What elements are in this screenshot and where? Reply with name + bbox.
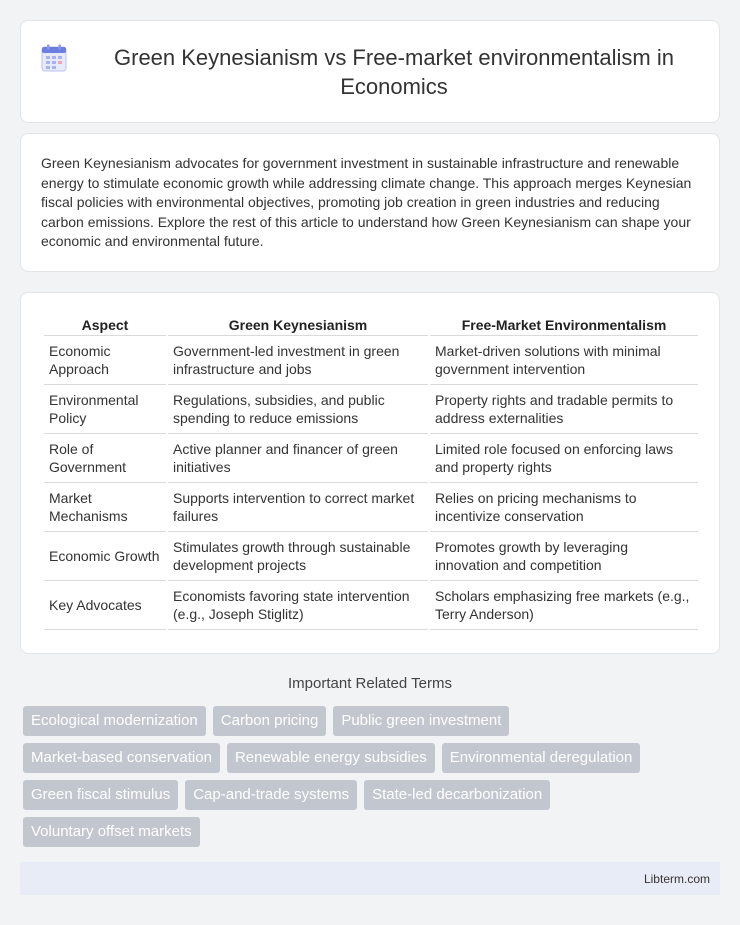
related-term-tag[interactable]: Voluntary offset markets — [23, 817, 200, 847]
free-market-cell: Limited role focused on enforcing laws and property rights — [430, 434, 698, 483]
green-keynesianism-cell: Active planner and financer of green initiatives — [168, 434, 428, 483]
related-term-tag[interactable]: Green fiscal stimulus — [23, 780, 178, 810]
related-term-tag[interactable]: Ecological modernization — [23, 706, 206, 736]
table-row — [44, 336, 698, 385]
table-header-row — [44, 313, 698, 336]
related-term-tag[interactable]: Cap-and-trade systems — [185, 780, 357, 810]
free-market-cell: Market-driven solutions with minimal government intervention — [430, 336, 698, 385]
free-market-cell: Relies on pricing mechanisms to incentivize conservation — [430, 483, 698, 532]
related-terms-list — [23, 706, 713, 847]
related-terms-heading: Important Related Terms — [288, 675, 452, 692]
footer-site-link[interactable]: Libterm.com — [643, 871, 710, 886]
column-header-free-market: Free-Market Environmentalism — [430, 313, 698, 336]
aspect-cell: Market Mechanisms — [44, 483, 166, 532]
header-card — [20, 20, 720, 123]
page-title: Green Keynesianism vs Free-market environmentalism in Economics — [114, 44, 674, 99]
intro-paragraph: Green Keynesianism advocates for government investment in sustainable infrastructure and renewable energy to stimulate economic growth while addressing climate change. This approach merges Keynesian fiscal policies with environmental objectives, promoting job creation in green industries and reducing carbon emissions. Explore the rest of this article to understand how Green Keynesianism can shape your economic and environmental future. — [41, 155, 692, 250]
table-row — [44, 385, 698, 434]
aspect-cell: Role of Government — [44, 434, 166, 483]
green-keynesianism-cell: Supports intervention to correct market failures — [168, 483, 428, 532]
related-term-tag[interactable]: State-led decarbonization — [364, 780, 550, 810]
related-term-tag[interactable]: Carbon pricing — [213, 706, 327, 736]
comparison-card — [20, 292, 720, 654]
green-keynesianism-cell: Economists favoring state intervention (e.g., Joseph Stiglitz) — [168, 581, 428, 630]
related-term-tag[interactable]: Public green investment — [333, 706, 509, 736]
related-term-tag[interactable]: Market-based conservation — [23, 743, 220, 773]
table-row — [44, 581, 698, 630]
free-market-cell: Promotes growth by leveraging innovation and competition — [430, 532, 698, 581]
column-header-aspect: Aspect — [44, 313, 166, 336]
green-keynesianism-cell: Stimulates growth through sustainable development projects — [168, 532, 428, 581]
green-keynesianism-cell: Government-led investment in green infrastructure and jobs — [168, 336, 428, 385]
free-market-cell: Scholars emphasizing free markets (e.g., Terry Anderson) — [430, 581, 698, 630]
comparison-table — [42, 313, 700, 630]
table-row — [44, 483, 698, 532]
free-market-cell: Property rights and tradable permits to address externalities — [430, 385, 698, 434]
aspect-cell: Economic Growth — [44, 532, 166, 581]
document-icon — [41, 44, 67, 72]
aspect-cell: Environmental Policy — [44, 385, 166, 434]
related-term-tag[interactable]: Renewable energy subsidies — [227, 743, 435, 773]
intro-card — [20, 133, 720, 272]
table-row — [44, 434, 698, 483]
table-row — [44, 532, 698, 581]
footer — [20, 862, 720, 895]
green-keynesianism-cell: Regulations, subsidies, and public spending to reduce emissions — [168, 385, 428, 434]
related-term-tag[interactable]: Environmental deregulation — [442, 743, 641, 773]
aspect-cell: Economic Approach — [44, 336, 166, 385]
column-header-green-keynesianism: Green Keynesianism — [168, 313, 428, 336]
aspect-cell: Key Advocates — [44, 581, 166, 630]
